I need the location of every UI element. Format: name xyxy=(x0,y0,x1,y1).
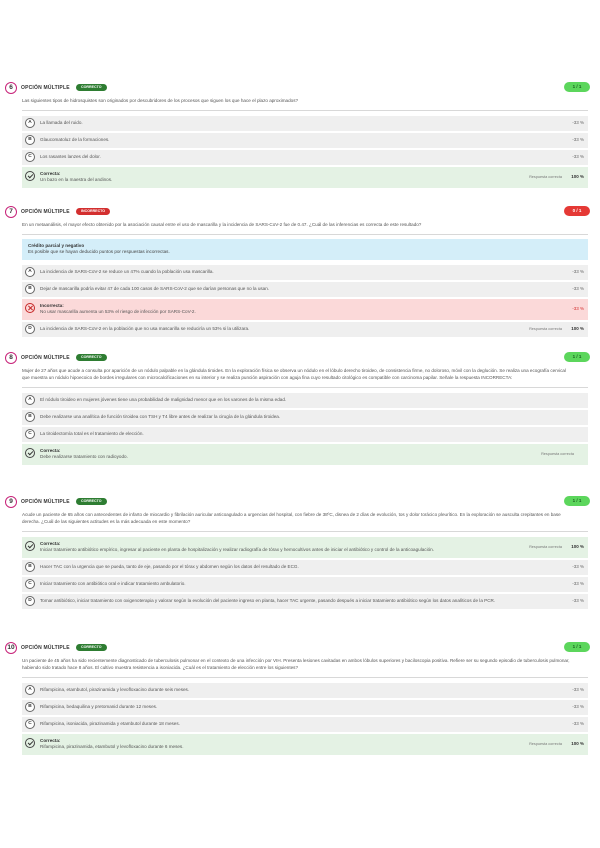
option-text: La incidencia de SARS-CoV-2 en la población que no usa mascarilla se reduciría un 53% si la utilizara. xyxy=(40,325,250,331)
option-letter: C xyxy=(25,152,35,162)
option-text: Debe realizarse tratamiento con radioyodo. xyxy=(40,454,128,460)
option-d[interactable] xyxy=(22,594,588,609)
option-percent: -33 % xyxy=(572,686,584,692)
option-b[interactable] xyxy=(22,700,588,715)
check-circle-icon xyxy=(25,541,35,551)
option-percent: 100 % xyxy=(571,740,584,746)
status-badge: CORRECTO xyxy=(76,84,107,91)
question-type: OPCIÓN MÚLTIPLE xyxy=(21,499,70,505)
option-a[interactable] xyxy=(22,683,588,698)
divider xyxy=(22,110,588,111)
divider xyxy=(22,234,588,235)
option-letter: B xyxy=(25,135,35,145)
option-letter: C xyxy=(25,719,35,729)
option-letter: A xyxy=(25,118,35,128)
option-text: Hacer TAC con la urgencia que se pueda, tanto de eje, pasando por el tórax y abdomen según los datos del resultado de ECG. xyxy=(40,563,299,569)
correct-title: Correcta: xyxy=(40,540,61,546)
option-correct[interactable] xyxy=(22,734,588,755)
option-letter: B xyxy=(25,412,35,422)
option-b[interactable] xyxy=(22,560,588,575)
question-type: OPCIÓN MÚLTIPLE xyxy=(21,645,70,651)
option-correct[interactable] xyxy=(22,537,588,558)
option-b[interactable] xyxy=(22,282,588,297)
option-percent: -33 % xyxy=(572,580,584,586)
divider xyxy=(22,387,588,388)
option-text: Rifampicina, bedaquilina y pretomanid durante 12 meses. xyxy=(40,703,158,709)
question-number: 9 xyxy=(5,496,17,508)
question-number: 8 xyxy=(5,352,17,364)
option-letter: C xyxy=(25,429,35,439)
option-text: La incidencia de SARS-CoV-2 se reduce un 47% cuando la población usa mascarilla. xyxy=(40,268,214,274)
question-stem: Un paciente de 45 años ha sido recientemente diagnosticado de tuberculosis pulmonar en el contexto de una infección por VIH. Presenta lesiones cavitadas en ambos lóbulos superiores y baciloscopia positiva. Refiere ser su segundo episodio de tuberculosis pulmonar, habiendo sido tratado hace 8 años. El cultivo muestra resistencia a isoniacida. ¿Cuál es el tratamiento de elección entre los siguientes? xyxy=(22,658,570,670)
partial-credit-note xyxy=(22,239,588,260)
option-letter: C xyxy=(25,579,35,589)
option-percent: -33 % xyxy=(572,597,584,603)
status-badge: CORRECTO xyxy=(76,498,107,505)
question-number: 10 xyxy=(5,642,17,654)
option-percent: 100 % xyxy=(571,174,584,180)
check-circle-icon xyxy=(25,171,35,181)
option-c[interactable] xyxy=(22,150,588,165)
correct-hint: Respuesta correcta xyxy=(529,544,562,549)
option-text: Tomar antibiótico, iniciar tratamiento con oxigenoterapia y valorar según la evolución del paciente ingreso en planta, hacer TAC urgente, pasando después a iniciar tratamiento antibiótico según los datos analíticos de la PCR. xyxy=(40,597,496,603)
correct-hint: Respuesta correcta xyxy=(541,451,574,456)
score-pill: 1 / 1 xyxy=(564,82,590,92)
option-percent: -33 % xyxy=(572,120,584,126)
score-pill: 1 / 1 xyxy=(564,352,590,362)
question-stem: Acude un paciente de 65 años con antecedentes de infarto de miocardio y fibrilación auricular anticoagulado a urgencias del hospital, con fiebre de 38ºC, disnea de 2 días de evolución, tos y dolor torácico pleurítico. En la exploración se ausculta crepitantes en base derecha. ¿Cuál de las siguientes actitudes es la más adecuada en este momento? xyxy=(22,512,561,524)
question-type: OPCIÓN MÚLTIPLE xyxy=(21,85,70,91)
question-8 xyxy=(4,350,594,467)
option-letter: B xyxy=(25,562,35,572)
question-stem: Las siguientes tipos de hidrosquistes son originados por descubridores de los procesos que siguen los que hace el plazo aproximados? xyxy=(22,98,299,103)
options-list xyxy=(22,265,588,337)
option-text: Un bazo en la maestra del andinos. xyxy=(40,177,113,183)
option-text: Dejar de mascarilla podría evitar 47 de cada 100 casos de SARS-CoV-2 que se darían personas que no la usan. xyxy=(40,285,270,291)
question-type: OPCIÓN MÚLTIPLE xyxy=(21,209,70,215)
question-type: OPCIÓN MÚLTIPLE xyxy=(21,355,70,361)
option-letter: D xyxy=(25,596,35,606)
question-number: 7 xyxy=(5,206,17,218)
option-letter: B xyxy=(25,284,35,294)
option-a[interactable] xyxy=(22,265,588,280)
check-circle-icon xyxy=(25,448,35,458)
option-letter: A xyxy=(25,395,35,405)
option-c[interactable] xyxy=(22,577,588,592)
option-text: Iniciar tratamiento con antibiótico oral e indicar tratamiento ambulatorio. xyxy=(40,580,186,586)
correct-hint: Respuesta correcta xyxy=(529,741,562,746)
option-percent: -33 % xyxy=(572,563,584,569)
score-pill: 1 / 1 xyxy=(564,496,590,506)
option-percent: -33 % xyxy=(572,137,584,143)
option-b[interactable] xyxy=(22,410,588,425)
options-list xyxy=(22,683,588,755)
question-stem: Mujer de 27 años que acude a consulta por aparición de un nódulo palpable en la glándula tiroides. En la exploración física se observa un nódulo en el lóbulo derecho tiroideo, de consistencia firme, no doloroso, móvil con la deglución. Se realiza una ecografía cervical que muestra un nódulo hipoecoico de bordes irregulares con microcalcificaciones en su interior y se realiza punción aspiración con aguja fina cuyo resultado citológico es compatible con carcinoma papilar. Señale la respuesta INCORRECTA: xyxy=(22,368,566,380)
divider xyxy=(22,677,588,678)
correct-hint: Respuesta correcta xyxy=(529,175,562,180)
option-incorrect[interactable] xyxy=(22,299,588,320)
incorrect-title: Incorrecta: xyxy=(40,302,64,308)
option-text: Rifampicina, isoniacida, pirazinamida y etambutol durante 18 meses. xyxy=(40,720,180,726)
option-text: El nódulo tiroideo en mujeres jóvenes tiene una probabilidad de malignidad menor que en los varones de la misma edad. xyxy=(40,396,287,402)
option-percent: -33 % xyxy=(572,286,584,292)
option-text: Glaucomatoluz de la formaciones. xyxy=(40,136,110,142)
question-6 xyxy=(4,80,594,190)
option-correct[interactable] xyxy=(22,444,588,465)
option-text: No usar mascarilla aumenta un 53% el riesgo de infección por SARS-CoV-2. xyxy=(40,309,196,315)
option-letter: B xyxy=(25,702,35,712)
question-10 xyxy=(4,640,594,757)
option-a[interactable] xyxy=(22,116,588,131)
option-correct[interactable] xyxy=(22,167,588,188)
option-percent: -33 % xyxy=(572,269,584,275)
options-list xyxy=(22,393,588,465)
options-list xyxy=(22,537,588,609)
x-circle-icon xyxy=(25,303,35,313)
option-text: Iniciar tratamiento antibiótico empírico, ingresar al paciente en planta de hospitalización y realizar radiografía de tórax y hemocultivos antes de iniciar el antibiótico y control de la anticoagulación. xyxy=(40,547,435,553)
option-text: Debe realizarse una analítica de función tiroidea con TSH y T4 libre antes de realizar la cirugía de la glándula tiroidea. xyxy=(40,413,281,419)
option-percent: 100 % xyxy=(571,543,584,549)
correct-title: Correcta: xyxy=(40,447,61,453)
option-percent: -33 % xyxy=(572,703,584,709)
option-percent: 100 % xyxy=(571,326,584,332)
option-letter: A xyxy=(25,267,35,277)
option-d[interactable] xyxy=(22,322,588,337)
question-9 xyxy=(4,494,594,611)
option-text: Los rasantes lanzes del dolor. xyxy=(40,153,101,159)
status-badge: CORRECTO xyxy=(76,644,107,651)
option-letter: D xyxy=(25,324,35,334)
option-text: Rifampicina, etambutol, pirazinamida y levofloxacino durante seis meses. xyxy=(40,686,190,692)
question-number: 6 xyxy=(5,82,17,94)
correct-title: Correcta: xyxy=(40,170,61,176)
check-circle-icon xyxy=(25,738,35,748)
question-7 xyxy=(4,204,594,339)
status-badge: CORRECTO xyxy=(76,354,107,361)
option-letter: A xyxy=(25,685,35,695)
note-text: Es posible que se hayan deducido puntos por respuestas incorrectas. xyxy=(28,249,170,255)
option-b[interactable] xyxy=(22,133,588,148)
option-percent: -33 % xyxy=(572,154,584,160)
question-stem: En un metaanálisis, el mayor efecto obtenido por la asociación causal entre el uso de mascarilla y la incidencia de SARS-CoV-2 fue de 0.47. ¿Cuál de las inferencias es correcta de este resultado? xyxy=(22,222,422,227)
option-text: Rifampicina, pirazinamida, etambutol y levofloxacino durante 6 meses. xyxy=(40,744,184,750)
option-text: La llamada del ruido. xyxy=(40,119,83,125)
divider xyxy=(22,531,588,532)
status-badge: INCORRECTO xyxy=(76,208,110,215)
option-percent: -33 % xyxy=(572,306,584,312)
option-c[interactable] xyxy=(22,427,588,442)
correct-hint: Respuesta correcta xyxy=(529,327,562,332)
score-pill: 1 / 1 xyxy=(564,642,590,652)
score-pill: 0 / 1 xyxy=(564,206,590,216)
option-percent: -33 % xyxy=(572,720,584,726)
option-text: La tiroidectomía total es el tratamiento de elección. xyxy=(40,430,144,436)
option-a[interactable] xyxy=(22,393,588,408)
option-c[interactable] xyxy=(22,717,588,732)
correct-title: Correcta: xyxy=(40,737,61,743)
options-list xyxy=(22,116,588,188)
note-title: Crédito parcial y negativo xyxy=(28,242,85,248)
